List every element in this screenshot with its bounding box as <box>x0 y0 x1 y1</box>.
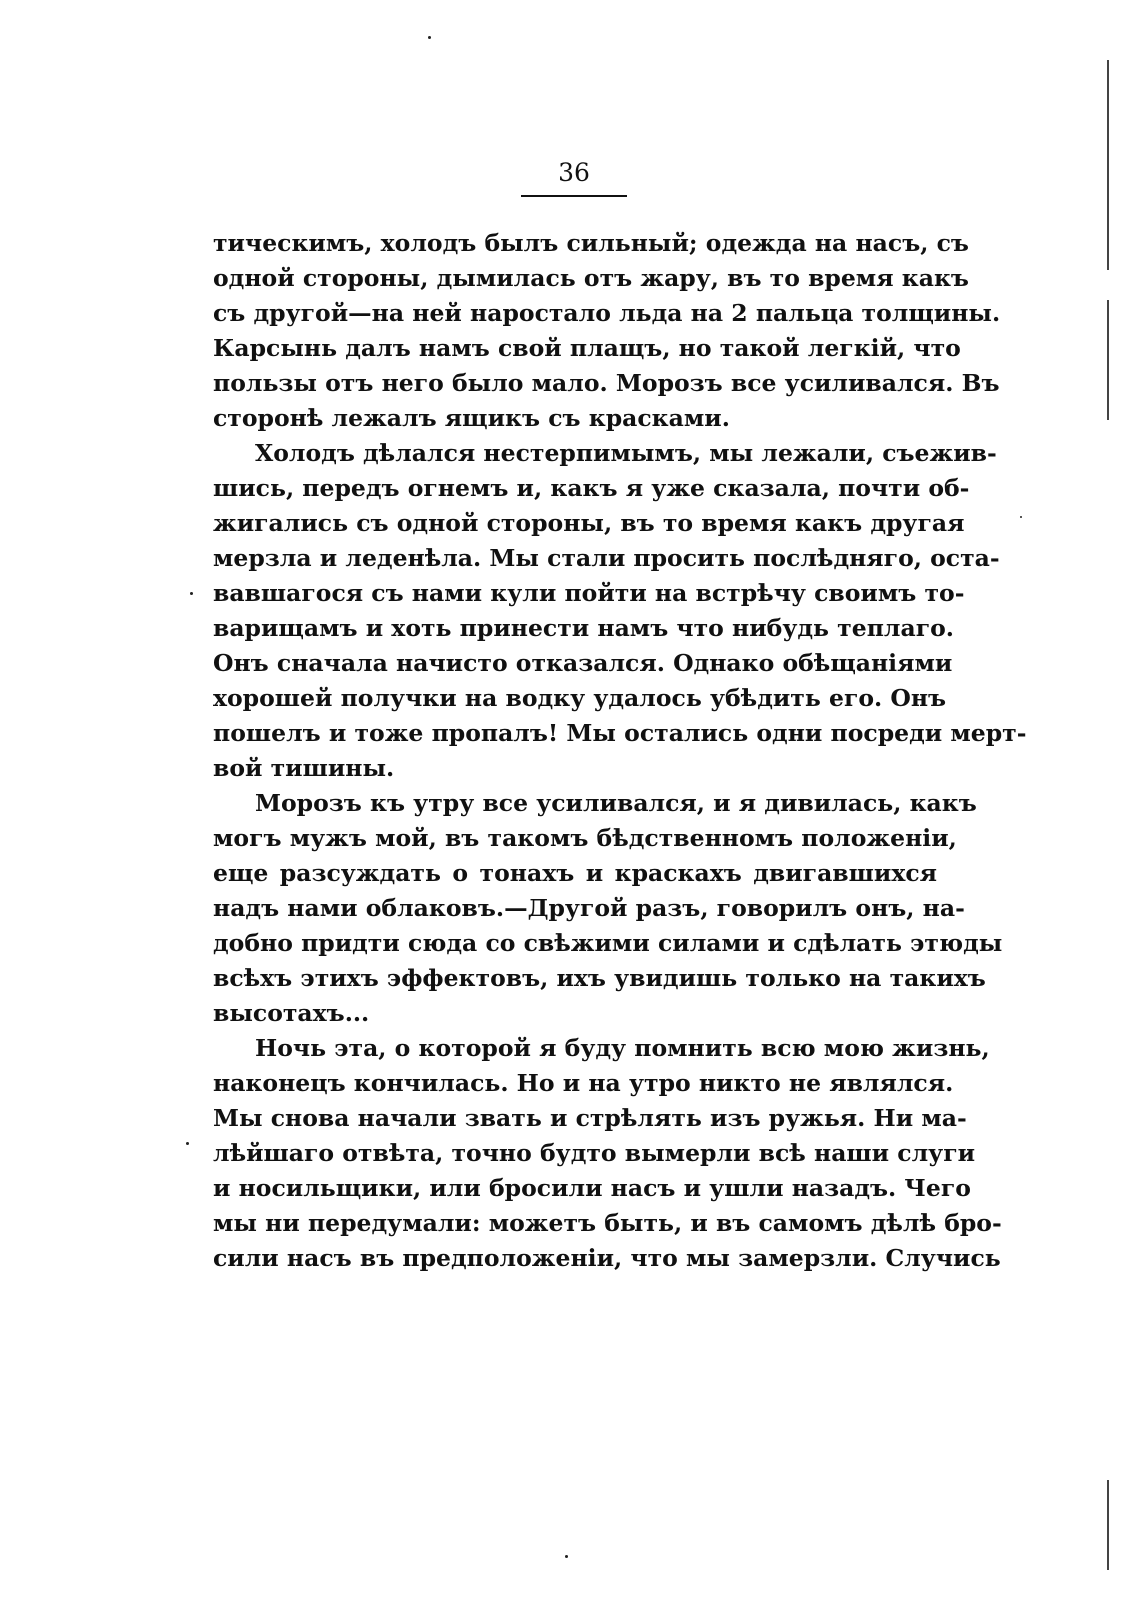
text-line: мы ни передумали: можетъ быть, и въ самомъ дѣлѣ бро- <box>213 1209 1002 1237</box>
text-line: съ другой—на ней наростало льда на 2 пальца толщины. <box>213 299 1001 327</box>
text-line: Холодъ дѣлался нестерпимымъ, мы лежали, съежив- <box>255 439 997 467</box>
scan-speck <box>186 1142 189 1145</box>
text-line: Мы снова начали звать и стрѣлять изъ ружья. Ни ма- <box>213 1104 967 1132</box>
paragraph-1 <box>213 226 1001 436</box>
scan-speck <box>565 1555 568 1558</box>
text-line: пошелъ и тоже пропалъ! Мы остались одни посреди мерт- <box>213 719 1027 747</box>
text-line: вой тишины. <box>213 754 395 782</box>
text-line: сторонѣ лежалъ ящикъ съ красками. <box>213 404 730 432</box>
scan-speck <box>428 36 431 39</box>
page-number: 36 <box>521 157 627 197</box>
text-line: мерзла и леденѣла. Мы стали просить послѣдняго, оста- <box>213 544 1000 572</box>
body-text <box>213 226 1027 1276</box>
text-line: тическимъ, холодъ былъ сильный; одежда на насъ, съ <box>213 229 969 257</box>
paragraph-4 <box>213 1031 1002 1276</box>
text-line: сили насъ въ предположеніи, что мы замерзли. Случись <box>213 1244 1001 1272</box>
scan-edge-mark <box>1107 1480 1109 1570</box>
text-line: и носильщики, или бросили насъ и ушли назадъ. Чего <box>213 1174 971 1202</box>
text-line: жигались съ одной стороны, въ то время какъ другая <box>213 509 965 537</box>
text-line: Карсынь далъ намъ свой плащъ, но такой легкій, что <box>213 334 961 362</box>
text-line: пользы отъ него было мало. Морозъ все усиливался. Въ <box>213 369 1000 397</box>
text-line: Морозъ къ утру все усиливался, и я дивилась, какъ <box>255 789 977 817</box>
text-line: высотахъ... <box>213 999 370 1027</box>
text-line: могъ мужъ мой, въ такомъ бѣдственномъ положеніи, <box>213 824 957 852</box>
scan-edge-mark <box>1107 60 1109 270</box>
text-line: шись, передъ огнемъ и, какъ я уже сказала, почти об- <box>213 474 970 502</box>
scan-edge-mark <box>1107 300 1109 420</box>
text-line: добно придти сюда со свѣжими силами и сдѣлать этюды <box>213 929 1003 957</box>
scan-speck <box>190 592 193 595</box>
text-line: вавшагося съ нами кули пойти на встрѣчу своимъ то- <box>213 579 965 607</box>
text-line: хорошей получки на водку удалось убѣдить его. Онъ <box>213 684 947 712</box>
text-line: Ночь эта, о которой я буду помнить всю мою жизнь, <box>255 1034 990 1062</box>
text-line: наконецъ кончилась. Но и на утро никто не являлся. <box>213 1069 954 1097</box>
text-line: одной стороны, дымилась отъ жару, въ то время какъ <box>213 264 969 292</box>
text-line: еще разсуждать о тонахъ и краскахъ двигавшихся <box>213 859 937 887</box>
text-line: Онъ сначала начисто отказался. Однако обѣщаніями <box>213 649 953 677</box>
paragraph-2 <box>213 436 1027 786</box>
paragraph-3 <box>213 786 1003 1031</box>
text-line: варищамъ и хоть принести намъ что нибудь теплаго. <box>213 614 954 642</box>
text-line: всѣхъ этихъ эффектовъ, ихъ увидишь только на такихъ <box>213 964 986 992</box>
text-line: надъ нами облаковъ.—Другой разъ, говорилъ онъ, на- <box>213 894 965 922</box>
scan-speck <box>1020 516 1022 518</box>
text-line: лѣйшаго отвѣта, точно будто вымерли всѣ наши слуги <box>213 1139 976 1167</box>
